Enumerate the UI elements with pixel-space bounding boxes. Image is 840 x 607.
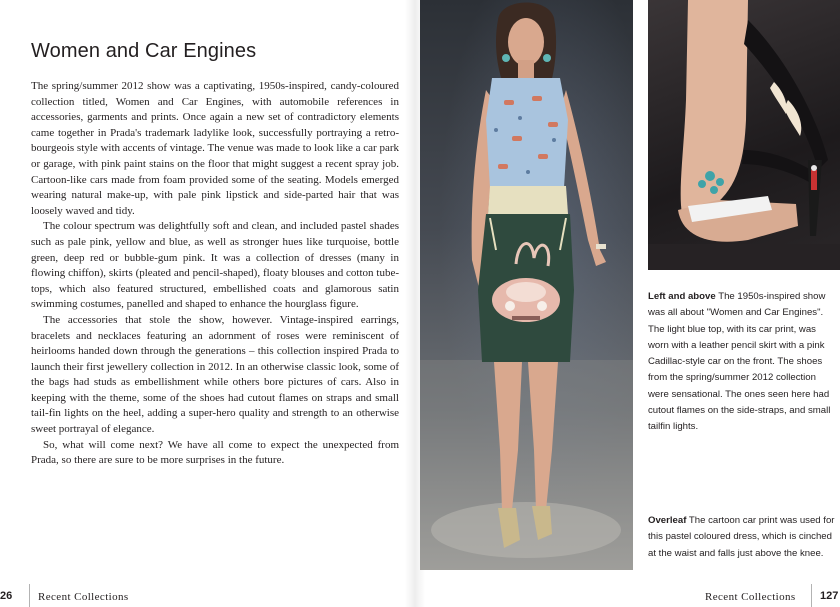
page-title: Women and Car Engines bbox=[31, 40, 257, 62]
caption-lead: Left and above bbox=[648, 291, 716, 302]
running-head-left: Recent Collections bbox=[38, 591, 129, 603]
body-text bbox=[31, 79, 399, 469]
shoe-detail-photo bbox=[648, 0, 840, 270]
caption-text: The cartoon car print was used for this pastel coloured dress, which is cinched at the waist and falls just above the knee. bbox=[648, 515, 835, 559]
running-head-right: Recent Collections bbox=[705, 591, 796, 603]
caption-left-and-above bbox=[648, 289, 836, 436]
right-page bbox=[415, 0, 840, 607]
runway-model-illustration bbox=[420, 0, 633, 570]
shoe-illustration bbox=[648, 0, 840, 270]
paragraph: The accessories that stole the show, however. Vintage-inspired earrings, bracelets and necklaces featuring an adornment of roses were reminiscent of heirlooms handed down through the generations – this collection inspired Prada to launch their first jewellery collection in 2012. In an otherwise classic look, some of the bags had studs as embellishment while others bore pictures of cars. Also in keeping with the theme, some of the shoes had cutout flames on straps and small tail-fin lights on the heel, adding a super-hero quality and strength to an otherwise sweet portrayal of elegance. bbox=[31, 313, 399, 436]
caption-lead: Overleaf bbox=[648, 515, 687, 526]
caption-text: The 1950s-inspired show was all about "Women and Car Engines". The light blue top, with its car print, was worn with a leather pencil skirt with a pink Cadillac-style car on the front. The shoes from the spring/summer 2012 collection were sensational. The ones seen here had cutout flames on the side-straps, and small tailfin lights. bbox=[648, 291, 831, 433]
paragraph: The colour spectrum was delightfully soft and clean, and included pastel shades such as pale pink, yellow and blue, as well as stronger hues like turquoise, bottle green, deep red or bubble-gum pink. It was a collection of dresses (many in flowing chiffon), skirts (pleated and pencil-shaped), floaty blouses and cotton tube-tops, which also featured structured, embellished coats and glamorous satin swimming costumes, panelled and shaped to enhance the hourglass figure. bbox=[31, 220, 399, 311]
footer-divider bbox=[811, 584, 812, 607]
paragraph: The spring/summer 2012 show was a captivating, 1950s-inspired, candy-coloured collection titled, Women and Car Engines, with automobile references in accessories, garments and prints. Once again a new set of contradictory elements came together in Prada's trademark ladylike look, successfully portraying a retro-bourgeois style with accents of vintage. The venue was made to look like a car park or garage, with pink paint stains on the floor that might suggest a recent spray job. Cartoon-like cars made from foam provided some of the seating. Models emerged wearing natural make-up, with pale pink lipstick and side-parted hair that was loosely waved and tidy. bbox=[31, 80, 399, 217]
footer-divider bbox=[29, 584, 30, 607]
caption-overleaf bbox=[648, 513, 836, 562]
paragraph: So, what will come next? We have all come to expect the unexpected from Prada, so there are sure to be more surprises in the future. bbox=[31, 438, 399, 467]
page-number-right: 127 bbox=[820, 590, 839, 602]
runway-photo bbox=[420, 0, 633, 570]
page-number-left: 26 bbox=[0, 590, 13, 602]
left-page bbox=[0, 0, 415, 607]
